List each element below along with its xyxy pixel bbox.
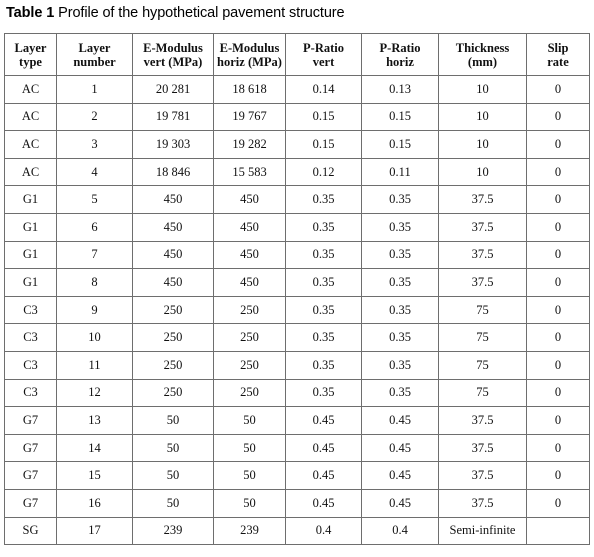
cell-thickness: 37.5 xyxy=(439,489,527,517)
header-slip-rate: Slip rate xyxy=(527,34,590,76)
table-row xyxy=(5,324,590,352)
table-row xyxy=(5,407,590,435)
table-row xyxy=(5,489,590,517)
cell-e-modulus-horiz: 450 xyxy=(214,269,286,297)
cell-slip-rate: 0 xyxy=(527,103,590,131)
table-row xyxy=(5,462,590,490)
cell-p-ratio-vert: 0.14 xyxy=(286,76,362,104)
cell-layer-type: G7 xyxy=(5,434,57,462)
cell-p-ratio-horiz: 0.35 xyxy=(362,269,439,297)
cell-e-modulus-vert: 50 xyxy=(133,434,214,462)
cell-layer-number: 5 xyxy=(57,186,133,214)
cell-e-modulus-horiz: 450 xyxy=(214,241,286,269)
cell-slip-rate: 0 xyxy=(527,269,590,297)
cell-p-ratio-vert: 0.12 xyxy=(286,158,362,186)
cell-p-ratio-vert: 0.35 xyxy=(286,186,362,214)
cell-thickness: 37.5 xyxy=(439,462,527,490)
cell-e-modulus-vert: 20 281 xyxy=(133,76,214,104)
cell-p-ratio-horiz: 0.35 xyxy=(362,324,439,352)
cell-layer-number: 17 xyxy=(57,517,133,545)
cell-thickness: 75 xyxy=(439,379,527,407)
cell-p-ratio-horiz: 0.11 xyxy=(362,158,439,186)
cell-p-ratio-vert: 0.35 xyxy=(286,213,362,241)
cell-p-ratio-horiz: 0.35 xyxy=(362,186,439,214)
cell-e-modulus-horiz: 50 xyxy=(214,407,286,435)
cell-e-modulus-horiz: 50 xyxy=(214,489,286,517)
cell-layer-type: AC xyxy=(5,131,57,159)
cell-p-ratio-vert: 0.45 xyxy=(286,407,362,435)
cell-e-modulus-horiz: 450 xyxy=(214,186,286,214)
cell-layer-number: 1 xyxy=(57,76,133,104)
cell-layer-type: G7 xyxy=(5,489,57,517)
table-row xyxy=(5,213,590,241)
cell-layer-type: AC xyxy=(5,158,57,186)
cell-slip-rate: 0 xyxy=(527,351,590,379)
cell-slip-rate: 0 xyxy=(527,379,590,407)
cell-layer-type: C3 xyxy=(5,351,57,379)
cell-slip-rate: 0 xyxy=(527,489,590,517)
cell-p-ratio-horiz: 0.45 xyxy=(362,462,439,490)
cell-p-ratio-horiz: 0.35 xyxy=(362,213,439,241)
cell-p-ratio-vert: 0.4 xyxy=(286,517,362,545)
table-row xyxy=(5,131,590,159)
cell-p-ratio-horiz: 0.35 xyxy=(362,241,439,269)
cell-e-modulus-vert: 18 846 xyxy=(133,158,214,186)
cell-thickness: 10 xyxy=(439,158,527,186)
cell-e-modulus-horiz: 18 618 xyxy=(214,76,286,104)
cell-e-modulus-vert: 19 303 xyxy=(133,131,214,159)
cell-thickness: 75 xyxy=(439,296,527,324)
cell-e-modulus-vert: 250 xyxy=(133,324,214,352)
cell-p-ratio-horiz: 0.15 xyxy=(362,103,439,131)
cell-e-modulus-vert: 450 xyxy=(133,241,214,269)
cell-p-ratio-vert: 0.35 xyxy=(286,351,362,379)
cell-layer-number: 15 xyxy=(57,462,133,490)
header-e-modulus-horiz: E-Modulus horiz (MPa) xyxy=(214,34,286,76)
cell-layer-type: G1 xyxy=(5,213,57,241)
cell-p-ratio-horiz: 0.13 xyxy=(362,76,439,104)
cell-p-ratio-vert: 0.15 xyxy=(286,131,362,159)
cell-e-modulus-vert: 250 xyxy=(133,379,214,407)
cell-p-ratio-vert: 0.35 xyxy=(286,296,362,324)
cell-layer-type: G7 xyxy=(5,462,57,490)
cell-p-ratio-vert: 0.15 xyxy=(286,103,362,131)
cell-e-modulus-vert: 450 xyxy=(133,213,214,241)
cell-slip-rate: 0 xyxy=(527,407,590,435)
cell-layer-number: 16 xyxy=(57,489,133,517)
cell-slip-rate: 0 xyxy=(527,158,590,186)
cell-slip-rate: 0 xyxy=(527,462,590,490)
cell-e-modulus-horiz: 250 xyxy=(214,296,286,324)
cell-p-ratio-horiz: 0.15 xyxy=(362,131,439,159)
table-header-row xyxy=(5,34,590,76)
cell-thickness: 37.5 xyxy=(439,186,527,214)
cell-layer-type: SG xyxy=(5,517,57,545)
table-body xyxy=(5,76,590,545)
cell-e-modulus-horiz: 250 xyxy=(214,351,286,379)
cell-thickness: 10 xyxy=(439,103,527,131)
cell-e-modulus-horiz: 19 767 xyxy=(214,103,286,131)
cell-e-modulus-vert: 450 xyxy=(133,269,214,297)
cell-layer-number: 4 xyxy=(57,158,133,186)
header-thickness: Thickness (mm) xyxy=(439,34,527,76)
cell-e-modulus-vert: 239 xyxy=(133,517,214,545)
cell-e-modulus-vert: 250 xyxy=(133,351,214,379)
table-row xyxy=(5,379,590,407)
cell-e-modulus-horiz: 15 583 xyxy=(214,158,286,186)
cell-thickness: 75 xyxy=(439,351,527,379)
cell-p-ratio-vert: 0.35 xyxy=(286,269,362,297)
header-p-ratio-vert: P-Ratio vert xyxy=(286,34,362,76)
cell-thickness: 37.5 xyxy=(439,213,527,241)
cell-p-ratio-horiz: 0.45 xyxy=(362,407,439,435)
cell-slip-rate: 0 xyxy=(527,296,590,324)
cell-p-ratio-horiz: 0.35 xyxy=(362,379,439,407)
cell-slip-rate: 0 xyxy=(527,76,590,104)
cell-layer-type: G1 xyxy=(5,186,57,214)
table-row xyxy=(5,158,590,186)
cell-e-modulus-horiz: 50 xyxy=(214,434,286,462)
table-row xyxy=(5,269,590,297)
table-row xyxy=(5,76,590,104)
cell-layer-number: 7 xyxy=(57,241,133,269)
cell-slip-rate: 0 xyxy=(527,131,590,159)
cell-e-modulus-horiz: 50 xyxy=(214,462,286,490)
cell-e-modulus-horiz: 250 xyxy=(214,379,286,407)
table-caption xyxy=(6,5,345,21)
cell-slip-rate xyxy=(527,517,590,545)
cell-p-ratio-vert: 0.45 xyxy=(286,434,362,462)
cell-layer-number: 13 xyxy=(57,407,133,435)
cell-layer-number: 9 xyxy=(57,296,133,324)
cell-e-modulus-horiz: 250 xyxy=(214,324,286,352)
cell-layer-type: C3 xyxy=(5,324,57,352)
cell-thickness: 75 xyxy=(439,324,527,352)
cell-thickness: 37.5 xyxy=(439,407,527,435)
cell-p-ratio-vert: 0.45 xyxy=(286,489,362,517)
cell-layer-number: 8 xyxy=(57,269,133,297)
cell-layer-type: C3 xyxy=(5,379,57,407)
cell-e-modulus-vert: 450 xyxy=(133,186,214,214)
header-e-modulus-vert: E-Modulus vert (MPa) xyxy=(133,34,214,76)
cell-p-ratio-vert: 0.35 xyxy=(286,241,362,269)
cell-layer-number: 3 xyxy=(57,131,133,159)
cell-thickness: 37.5 xyxy=(439,269,527,297)
cell-layer-type: G1 xyxy=(5,269,57,297)
cell-layer-type: G7 xyxy=(5,407,57,435)
cell-e-modulus-vert: 50 xyxy=(133,462,214,490)
cell-p-ratio-horiz: 0.45 xyxy=(362,489,439,517)
cell-thickness: 37.5 xyxy=(439,241,527,269)
table-caption-label: Table 1 xyxy=(6,5,55,21)
table-row xyxy=(5,517,590,545)
cell-layer-type: C3 xyxy=(5,296,57,324)
table-row xyxy=(5,103,590,131)
cell-layer-type: AC xyxy=(5,103,57,131)
table-caption-text: Profile of the hypothetical pavement structure xyxy=(58,5,345,21)
cell-e-modulus-vert: 50 xyxy=(133,407,214,435)
cell-layer-type: AC xyxy=(5,76,57,104)
cell-slip-rate: 0 xyxy=(527,241,590,269)
header-layer-number: Layer number xyxy=(57,34,133,76)
cell-e-modulus-vert: 50 xyxy=(133,489,214,517)
cell-layer-number: 10 xyxy=(57,324,133,352)
cell-thickness: 10 xyxy=(439,76,527,104)
cell-layer-number: 6 xyxy=(57,213,133,241)
cell-thickness: 10 xyxy=(439,131,527,159)
cell-thickness: Semi-infinite xyxy=(439,517,527,545)
cell-layer-number: 12 xyxy=(57,379,133,407)
cell-e-modulus-horiz: 450 xyxy=(214,213,286,241)
pavement-profile-table xyxy=(4,33,590,545)
cell-e-modulus-horiz: 19 282 xyxy=(214,131,286,159)
cell-p-ratio-horiz: 0.4 xyxy=(362,517,439,545)
cell-slip-rate: 0 xyxy=(527,324,590,352)
table-row xyxy=(5,434,590,462)
cell-p-ratio-vert: 0.45 xyxy=(286,462,362,490)
cell-p-ratio-vert: 0.35 xyxy=(286,324,362,352)
table-row xyxy=(5,186,590,214)
header-p-ratio-horiz: P-Ratio horiz xyxy=(362,34,439,76)
cell-p-ratio-vert: 0.35 xyxy=(286,379,362,407)
table-row xyxy=(5,351,590,379)
cell-p-ratio-horiz: 0.35 xyxy=(362,351,439,379)
cell-p-ratio-horiz: 0.45 xyxy=(362,434,439,462)
header-layer-type: Layer type xyxy=(5,34,57,76)
cell-layer-type: G1 xyxy=(5,241,57,269)
cell-slip-rate: 0 xyxy=(527,213,590,241)
cell-thickness: 37.5 xyxy=(439,434,527,462)
cell-e-modulus-horiz: 239 xyxy=(214,517,286,545)
cell-e-modulus-vert: 19 781 xyxy=(133,103,214,131)
cell-layer-number: 2 xyxy=(57,103,133,131)
cell-slip-rate: 0 xyxy=(527,186,590,214)
cell-e-modulus-vert: 250 xyxy=(133,296,214,324)
table-row xyxy=(5,241,590,269)
table-row xyxy=(5,296,590,324)
cell-layer-number: 11 xyxy=(57,351,133,379)
cell-layer-number: 14 xyxy=(57,434,133,462)
cell-slip-rate: 0 xyxy=(527,434,590,462)
cell-p-ratio-horiz: 0.35 xyxy=(362,296,439,324)
